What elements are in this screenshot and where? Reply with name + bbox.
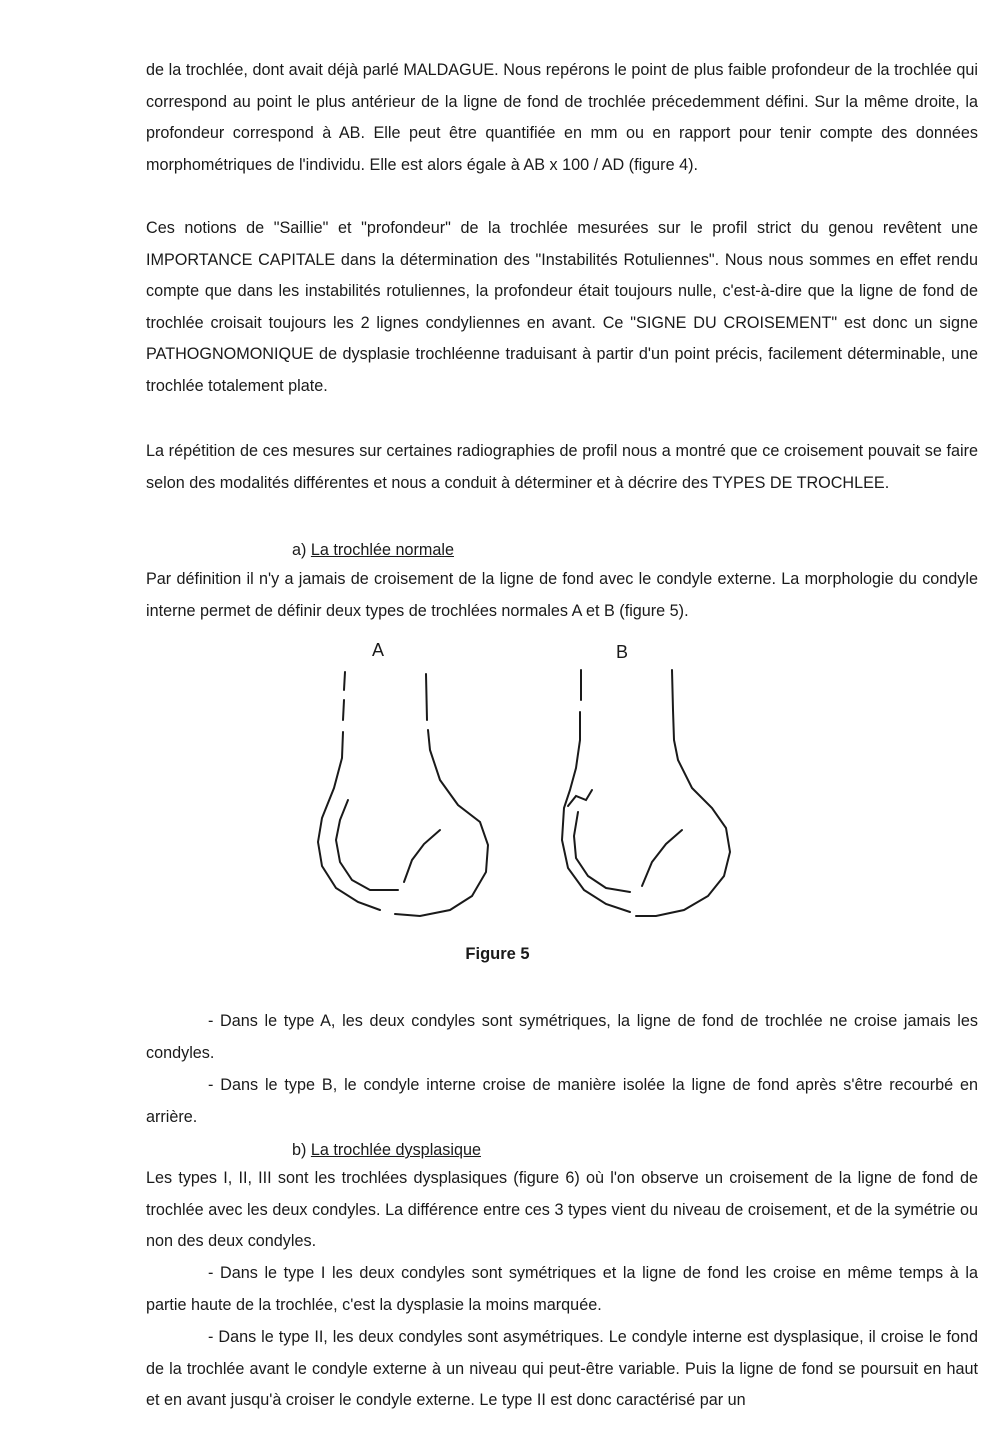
trochlea-line-a <box>404 830 440 882</box>
paragraph-text: - Dans le type B, le condyle interne croise de manière isolée la ligne de fond après s'être recourbé en arrière. <box>146 1076 978 1126</box>
paragraph-repetition <box>146 436 978 499</box>
figure-5-drawing <box>300 640 760 930</box>
subheading-dysplasique <box>292 1138 481 1162</box>
paragraph-text: La répétition de ces mesures sur certaines radiographies de profil nous a montré que ce croisement pouvait se faire selon des modalités différentes et nous a conduit à déterminer et à décrire des TYPES DE TROCHLEE. <box>146 442 978 492</box>
figure-label-a: A <box>372 640 385 660</box>
paragraph-text: - Dans le type II, les deux condyles sont asymétriques. Le condyle interne est dysplasique, il croise le fond de la trochlée avant le condyle externe à un niveau qui peut-être variable. Puis la ligne de fond se poursuit en haut et en avant jusqu'à croiser le condyle externe. Le type II est donc caractérisé par un <box>146 1328 978 1409</box>
paragraph-type-i <box>146 1258 978 1321</box>
shaft-left-b <box>562 670 630 912</box>
shaft-right-a <box>395 674 488 916</box>
paragraph-definition-normal <box>146 564 978 627</box>
paragraph-saillie-profondeur <box>146 213 978 402</box>
paragraph-dysplasic-types <box>146 1163 978 1258</box>
hook-b <box>568 790 592 806</box>
paragraph-type-a <box>146 1006 978 1069</box>
paragraph-text: Ces notions de "Saillie" et "profondeur" de la trochlée mesurées sur le profil strict du genou revêtent une IMPORTANCE CAPITALE dans la détermination des "Instabilités Rotuliennes". Nous nous sommes en effet rendu compte que dans les instabilités rotuliennes, la profondeur était toujours nulle, c'est-à-dire que la ligne de fond de trochlée croisait toujours les 2 lignes condyliennes en avant. Ce "SIGNE DU CROISEMENT" est donc un signe PATHOGNOMONIQUE de dysplasie trochléenne traduisant à partir d'un point précis, facilement déterminable, une trochlée totalement plate. <box>146 219 978 395</box>
inner-arc-b <box>574 812 630 892</box>
inner-arc-a <box>336 800 398 890</box>
subheading-normal <box>292 538 454 562</box>
paragraph-type-b <box>146 1070 978 1133</box>
figure-label-b: B <box>616 642 629 662</box>
paragraph-text: - Dans le type A, les deux condyles sont symétriques, la ligne de fond de trochlée ne croise jamais les condyles. <box>146 1012 978 1062</box>
trochlea-line-b <box>642 830 682 886</box>
subheading-title: La trochlée dysplasique <box>310 1141 481 1159</box>
figure-caption: Figure 5 <box>465 945 530 963</box>
paragraph-text: Les types I, II, III sont les trochlées dysplasiques (figure 6) où l'on observe un croisement de la ligne de fond de trochlée avec les deux condyles. La différence entre ces 3 types vient du niveau de croisement, et de la symétrie ou non des deux condyles. <box>146 1169 978 1250</box>
paragraph-maldague <box>146 55 978 181</box>
subheading-prefix: b) <box>292 1141 307 1159</box>
shaft-right-b <box>636 670 730 916</box>
condyle-sketches <box>300 640 760 930</box>
paragraph-type-ii <box>146 1322 978 1417</box>
paragraph-text: de la trochlée, dont avait déjà parlé MALDAGUE. Nous repérons le point de plus faible profondeur de la trochlée qui correspond au point le plus antérieur de la ligne de fond de trochlée précedemment défini. Sur la même droite, la profondeur correspond à AB. Elle peut être quantifiée en mm ou en rapport pour tenir compte des données morphométriques de l'individu. Elle est alors égale à AB x 100 / AD (figure 4). <box>146 61 978 174</box>
subheading-title: La trochlée normale <box>310 541 454 559</box>
subheading-prefix: a) <box>292 541 307 559</box>
paragraph-text: Par définition il n'y a jamais de croisement de la ligne de fond avec le condyle externe. La morphologie du condyle interne permet de définir deux types de trochlées normales A et B (figure 5). <box>146 570 978 620</box>
paragraph-text: - Dans le type I les deux condyles sont symétriques et la ligne de fond les croise en même temps à la partie haute de la trochlée, c'est la dysplasie la moins marquée. <box>146 1264 978 1314</box>
